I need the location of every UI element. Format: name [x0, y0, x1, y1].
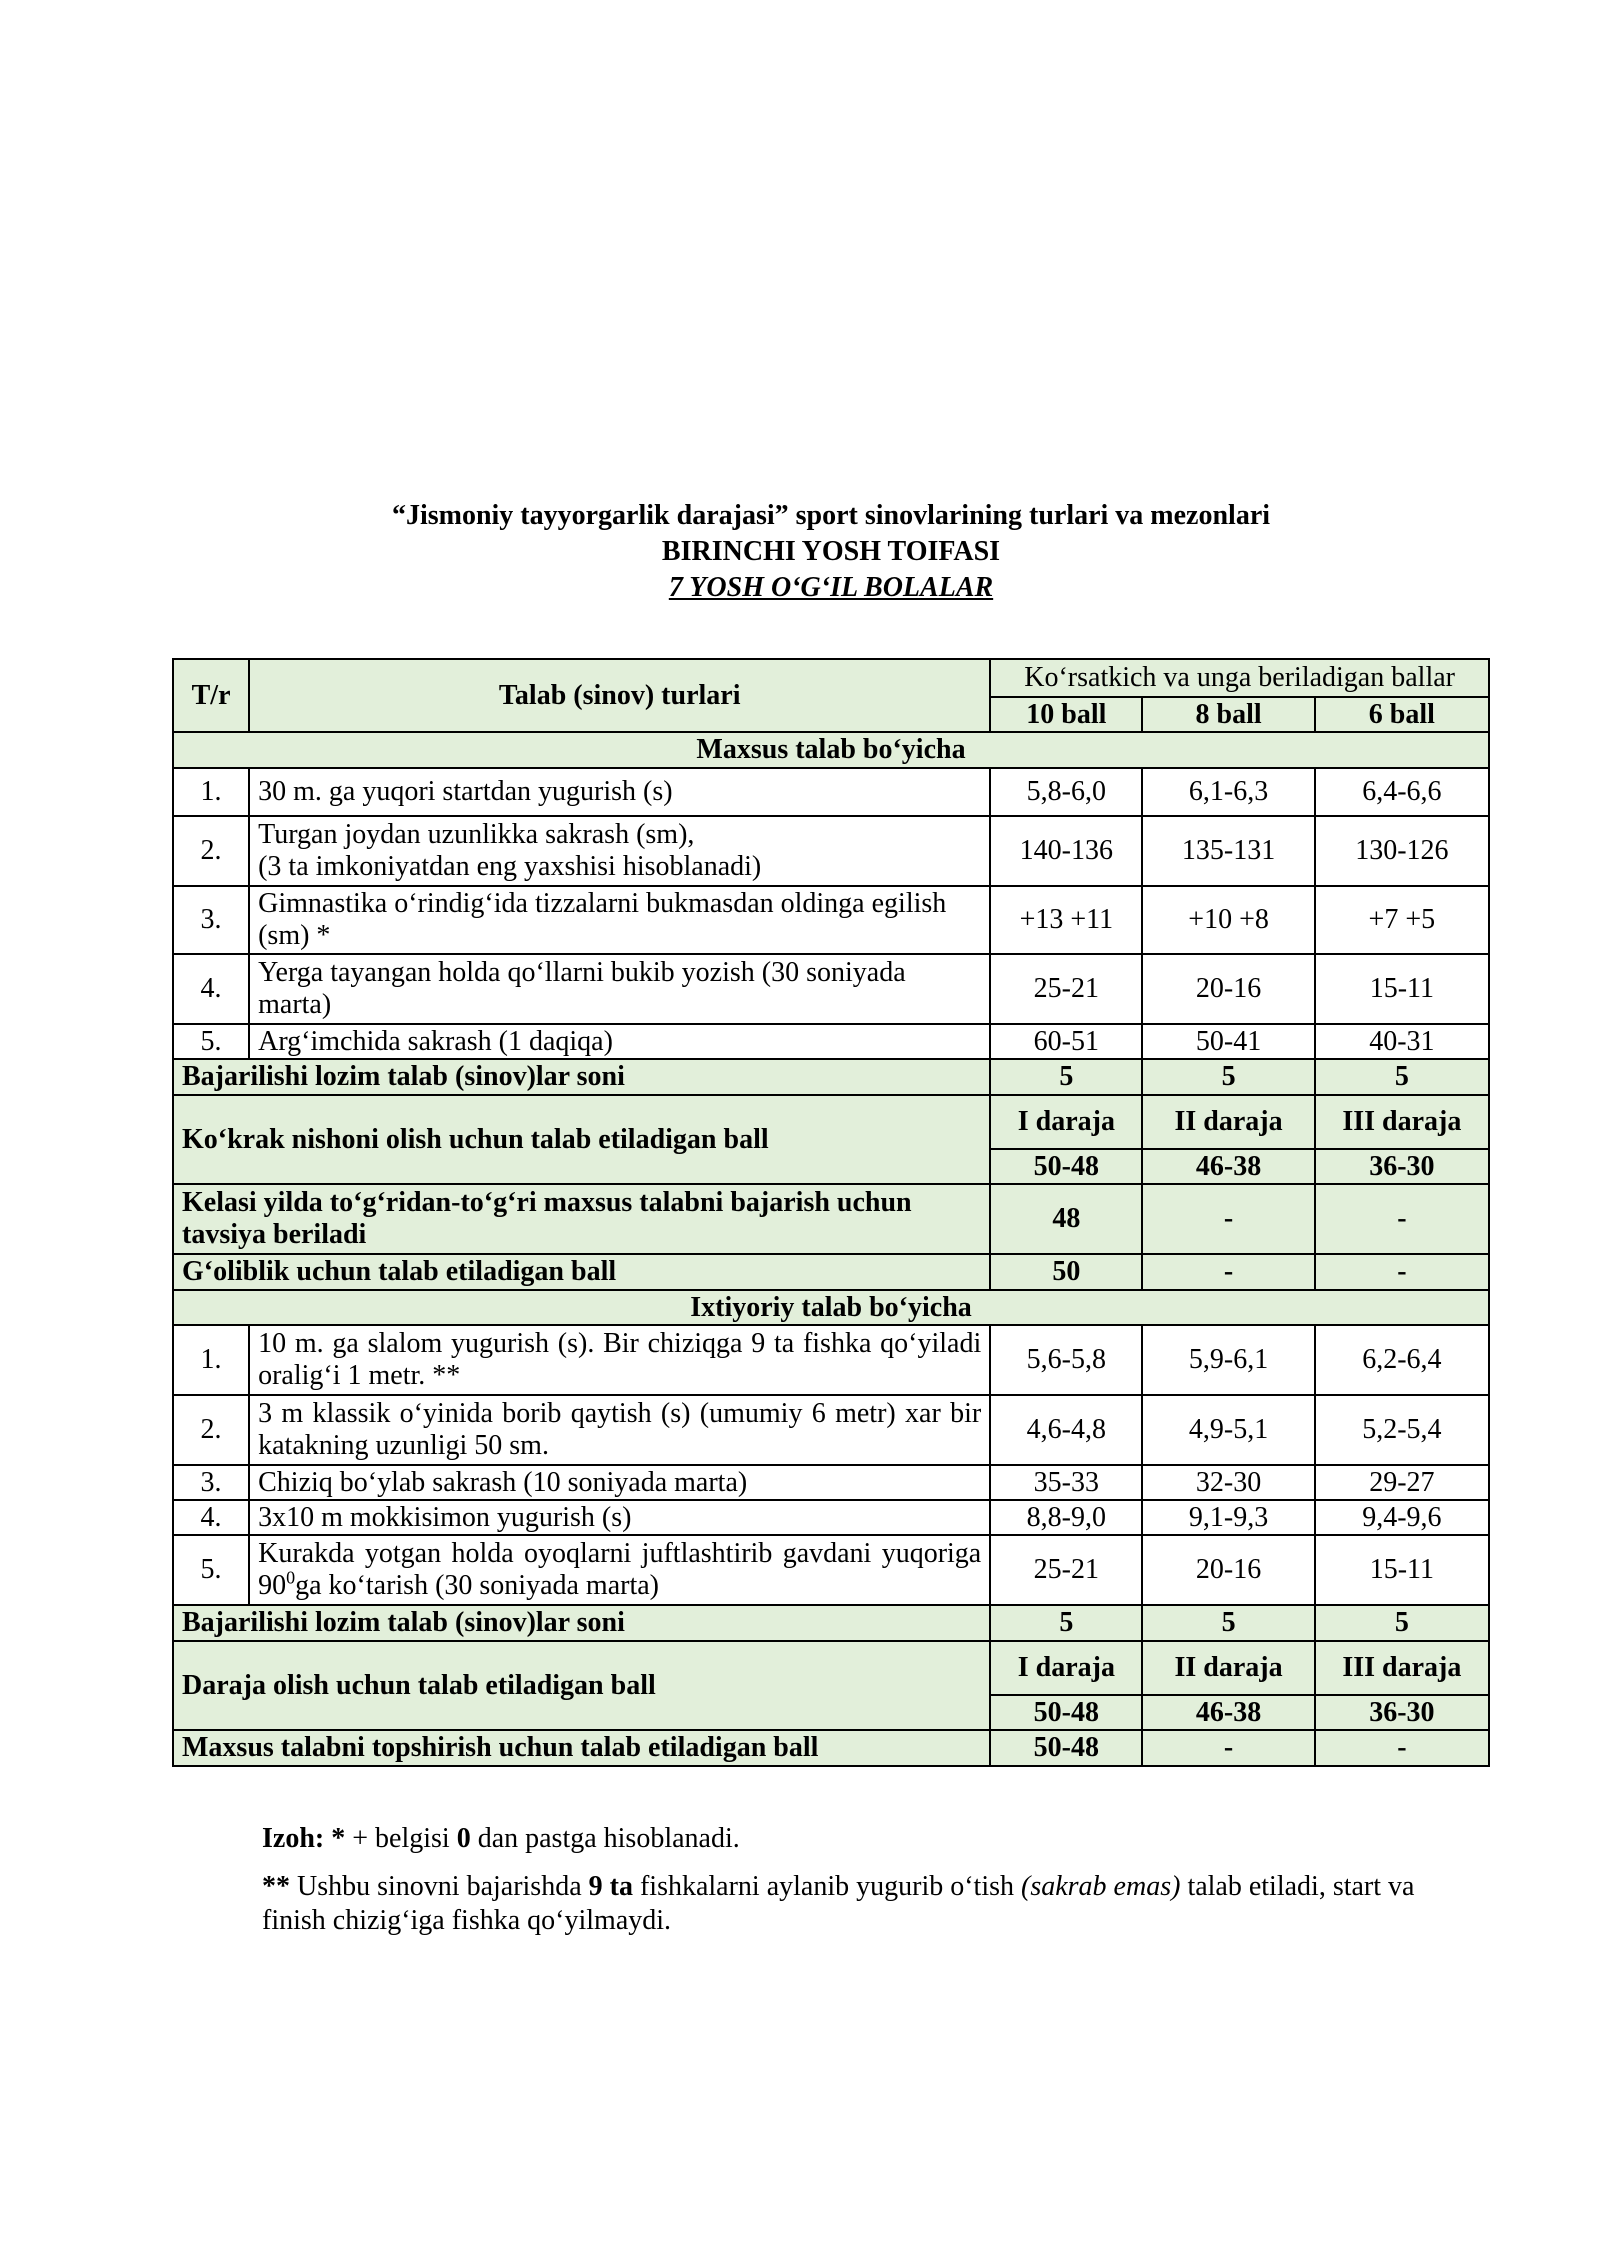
score-10: 60-51	[990, 1024, 1142, 1059]
table-row	[173, 816, 1489, 886]
level-label: I daraja	[990, 1641, 1142, 1695]
note-label: Izoh:	[262, 1823, 325, 1854]
score-10: 25-21	[990, 954, 1142, 1024]
score-6: 130-126	[1315, 816, 1489, 886]
badge-label: Ko‘krak nishoni olish uchun talab etiladigan ball	[173, 1095, 990, 1184]
level-score: 36-30	[1315, 1149, 1489, 1184]
score-6: +7 +5	[1315, 886, 1489, 954]
summary-row	[173, 1730, 1489, 1766]
row-number: 2.	[173, 816, 249, 886]
note-text: + belgisi	[352, 1823, 450, 1854]
summary-row	[173, 1095, 1489, 1149]
level-label: II daraja	[1142, 1095, 1314, 1149]
score-10: 4,6-4,8	[990, 1395, 1142, 1465]
test-name-part: Kurakda yotgan holda oyoqlarni juftlashtirib gavdani yuqoriga 90	[258, 1538, 982, 1601]
test-name: 3x10 m mokkisimon yugurish (s)	[249, 1500, 990, 1535]
level-label-row: Daraja olish uchun talab etiladigan ball	[173, 1641, 990, 1730]
summary-row	[173, 1184, 1489, 1254]
level-label: III daraja	[1315, 1641, 1489, 1695]
special-label: Maxsus talabni topshirish uchun talab etiladigan ball	[173, 1730, 990, 1766]
test-name: Yerga tayangan holda qo‘llarni bukib yozish (30 soniyada marta)	[249, 954, 990, 1024]
note-stars: **	[262, 1871, 290, 1902]
row-number: 4.	[173, 954, 249, 1024]
note-star: *	[331, 1823, 346, 1854]
level-label: III daraja	[1315, 1095, 1489, 1149]
count-label: Bajarilishi lozim talab (sinov)lar soni	[173, 1059, 990, 1095]
special-value: -	[1315, 1730, 1489, 1766]
page-title: “Jismoniy tayyorgarlik darajasi” sport sinovlarining turlari va mezonlari	[391, 500, 1271, 531]
header-tr: T/r	[173, 659, 249, 732]
test-name: Gimnastika o‘rindig‘ida tizzalarni bukmasdan oldinga egilish (sm) *	[249, 886, 990, 954]
test-name	[249, 1535, 990, 1605]
test-name-part: ga ko‘tarish (30 soniyada marta)	[295, 1570, 659, 1601]
row-number: 5.	[173, 1024, 249, 1059]
score-10: 5,6-5,8	[990, 1325, 1142, 1395]
level-score: 50-48	[990, 1149, 1142, 1184]
score-8: 5,9-6,1	[1142, 1325, 1314, 1395]
count-value: 5	[990, 1605, 1142, 1641]
table-row	[173, 954, 1489, 1024]
table-row	[173, 1024, 1489, 1059]
degree-superscript: 0	[286, 1567, 296, 1588]
note-text: talab etiladi, start va finish chizig‘iga fishka qo‘yilmaydi.	[262, 1871, 1415, 1936]
test-name	[249, 816, 990, 886]
section-title-special: Maxsus talab bo‘yicha	[173, 732, 1489, 768]
next-year-value: 48	[990, 1184, 1142, 1254]
section-title-optional: Ixtiyoriy talab bo‘yicha	[173, 1290, 1489, 1325]
summary-row	[173, 1059, 1489, 1095]
table-row	[173, 768, 1489, 816]
score-10: 35-33	[990, 1465, 1142, 1500]
table-row	[173, 1535, 1489, 1605]
score-8: 32-30	[1142, 1465, 1314, 1500]
note-zero: 0	[456, 1823, 471, 1854]
count-value: 5	[1315, 1605, 1489, 1641]
score-8: +10 +8	[1142, 886, 1314, 954]
summary-row	[173, 1605, 1489, 1641]
next-year-label: Kelasi yilda to‘g‘ridan-to‘g‘ri maxsus talabni bajarish uchun tavsiya beriladi	[173, 1184, 990, 1254]
level-score: 46-38	[1142, 1149, 1314, 1184]
score-8: 135-131	[1142, 816, 1314, 886]
score-8: 20-16	[1142, 1535, 1314, 1605]
note-text: Ushbu sinovni bajarishda	[297, 1871, 582, 1902]
note-text: dan pastga hisoblanadi.	[477, 1823, 740, 1854]
winner-value: -	[1315, 1254, 1489, 1290]
special-value: -	[1142, 1730, 1314, 1766]
table-row	[173, 1395, 1489, 1465]
row-number: 3.	[173, 1465, 249, 1500]
test-name: Arg‘imchida sakrash (1 daqiqa)	[249, 1024, 990, 1059]
score-8: 9,1-9,3	[1142, 1500, 1314, 1535]
note-2	[262, 1870, 1462, 1938]
count-value: 5	[1142, 1059, 1314, 1095]
header-col-10: 10 ball	[990, 697, 1142, 732]
level-label: I daraja	[990, 1095, 1142, 1149]
row-number: 1.	[173, 768, 249, 816]
summary-row	[173, 1254, 1489, 1290]
summary-row	[173, 1641, 1489, 1695]
note-text: fishkalarni aylanib yugurib o‘tish	[639, 1871, 1015, 1902]
level-score: 46-38	[1142, 1695, 1314, 1730]
winner-value: -	[1142, 1254, 1314, 1290]
table-row	[173, 1465, 1489, 1500]
page-subtitle: BIRINCHI YOSH TOIFASI	[661, 536, 1001, 567]
row-number: 2.	[173, 1395, 249, 1465]
test-name: 30 m. ga yuqori startdan yugurish (s)	[249, 768, 990, 816]
row-number: 5.	[173, 1535, 249, 1605]
row-number: 3.	[173, 886, 249, 954]
score-6: 6,2-6,4	[1315, 1325, 1489, 1395]
score-8: 6,1-6,3	[1142, 768, 1314, 816]
score-8: 50-41	[1142, 1024, 1314, 1059]
score-6: 6,4-6,6	[1315, 768, 1489, 816]
score-10: 25-21	[990, 1535, 1142, 1605]
test-name-line: (3 ta imkoniyatdan eng yaxshisi hisoblanadi)	[258, 851, 762, 882]
score-6: 40-31	[1315, 1024, 1489, 1059]
score-10: +13 +11	[990, 886, 1142, 954]
winner-value: 50	[990, 1254, 1142, 1290]
notes	[262, 1822, 1462, 1952]
table-row	[173, 886, 1489, 954]
header-col-8: 8 ball	[1142, 697, 1314, 732]
score-6: 29-27	[1315, 1465, 1489, 1500]
count-label: Bajarilishi lozim talab (sinov)lar soni	[173, 1605, 990, 1641]
level-score: 50-48	[990, 1695, 1142, 1730]
test-name: 3 m klassik o‘yinida borib qaytish (s) (umumiy 6 metr) xar bir katakning uzunligi 50 sm.	[249, 1395, 990, 1465]
table-row	[173, 1325, 1489, 1395]
score-6: 5,2-5,4	[1315, 1395, 1489, 1465]
count-value: 5	[1315, 1059, 1489, 1095]
score-8: 4,9-5,1	[1142, 1395, 1314, 1465]
document-titles	[0, 498, 1600, 606]
row-number: 4.	[173, 1500, 249, 1535]
note-bold: 9 ta	[588, 1871, 633, 1902]
score-10: 8,8-9,0	[990, 1500, 1142, 1535]
test-name: Chiziq bo‘ylab sakrash (10 soniyada marta)	[249, 1465, 990, 1500]
score-6: 15-11	[1315, 954, 1489, 1024]
table-row	[173, 1500, 1489, 1535]
header-scores-group: Ko‘rsatkich va unga beriladigan ballar	[990, 659, 1489, 697]
winner-label: G‘oliblik uchun talab etiladigan ball	[173, 1254, 990, 1290]
level-score: 36-30	[1315, 1695, 1489, 1730]
score-6: 15-11	[1315, 1535, 1489, 1605]
score-10: 5,8-6,0	[990, 768, 1142, 816]
next-year-value: -	[1315, 1184, 1489, 1254]
header-types: Talab (sinov) turlari	[249, 659, 990, 732]
norms-table	[172, 658, 1490, 1767]
level-label: II daraja	[1142, 1641, 1314, 1695]
count-value: 5	[990, 1059, 1142, 1095]
note-italic: (sakrab emas)	[1021, 1871, 1181, 1902]
score-6: 9,4-9,6	[1315, 1500, 1489, 1535]
score-10: 140-136	[990, 816, 1142, 886]
special-value: 50-48	[990, 1730, 1142, 1766]
header-col-6: 6 ball	[1315, 697, 1489, 732]
score-8: 20-16	[1142, 954, 1314, 1024]
row-number: 1.	[173, 1325, 249, 1395]
test-name-line: Turgan joydan uzunlikka sakrash (sm),	[258, 819, 695, 850]
count-value: 5	[1142, 1605, 1314, 1641]
test-name: 10 m. ga slalom yugurish (s). Bir chiziqga 9 ta fishka qo‘yiladi oralig‘i 1 metr. **	[249, 1325, 990, 1395]
page-subtitle-age: 7 YOSH O‘G‘IL BOLALAR	[668, 572, 994, 603]
next-year-value: -	[1142, 1184, 1314, 1254]
note-1	[262, 1822, 1462, 1856]
